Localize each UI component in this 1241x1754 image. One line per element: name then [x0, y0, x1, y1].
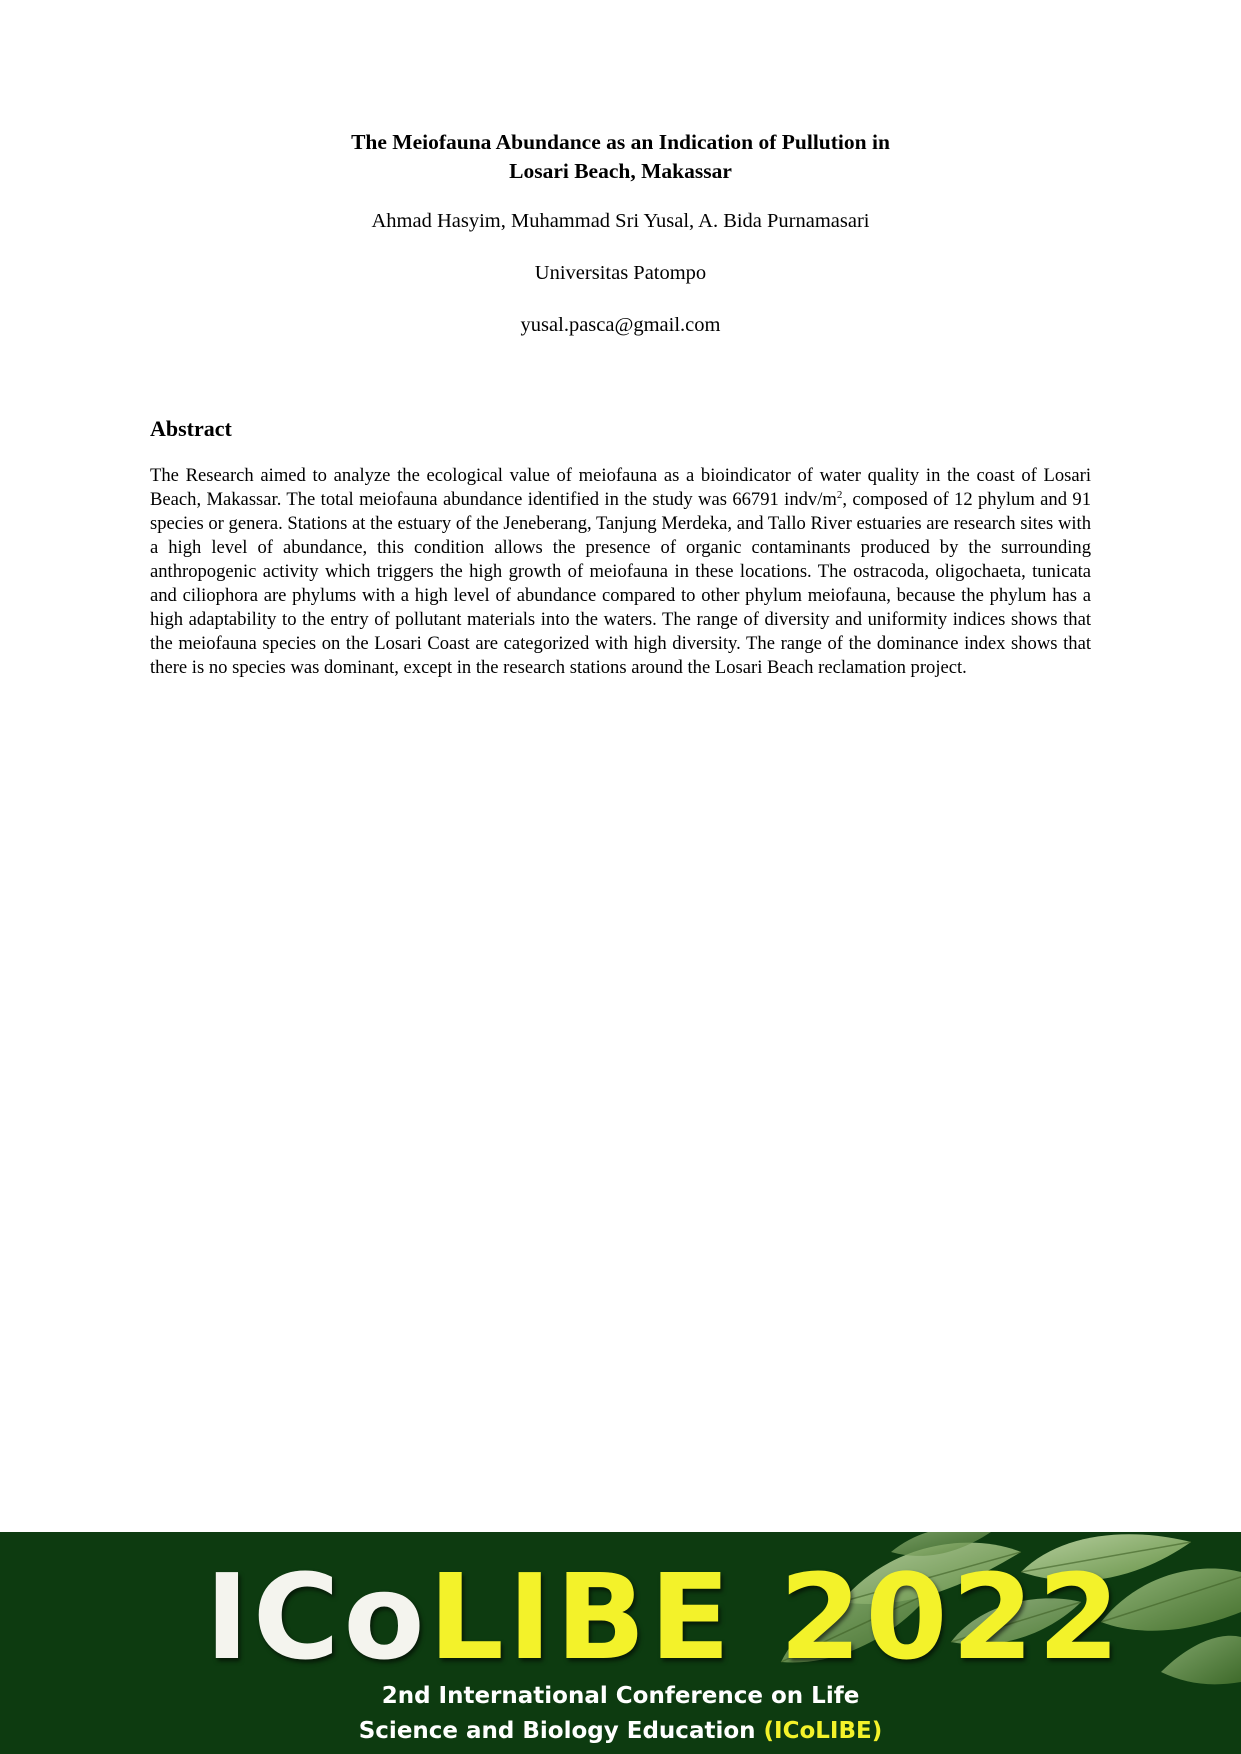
abstract-heading: Abstract [150, 416, 232, 441]
paper-title-line-1: The Meiofauna Abundance as an Indication of Pullution in [351, 130, 890, 154]
conference-logo [205, 1548, 1124, 1686]
paper-affiliation: Universitas Patompo [534, 262, 707, 284]
paper-title-line-2: Losari Beach, Makassar [509, 159, 732, 183]
logo-white-part: ICo [205, 1548, 429, 1686]
paper-header [0, 128, 1241, 338]
logo-yellow-part: LIBE 2022 [428, 1548, 1124, 1686]
abstract-text-part-2: , composed of 12 phylum and 91 species or genera. Stations at the estuary of the Jeneberang, Tanjung Merdeka, and Tallo River estuaries are research sites with a high level of abundance, this condition allows the presence of organic contaminants produced by the surrounding anthropogenic activity which triggers the high growth of meiofauna in these locations. The ostracoda, oligochaeta, tunicata and ciliophora are phylums with a high level of abundance compared to other phylum meiofauna, because the phylum has a high adaptability to the entry of pollutant materials into the waters. The range of diversity and uniformity indices shows that the meiofauna species on the Losari Coast are categorized with high diversity. The range of the dominance index shows that there is no species was dominant, except in the research stations around the Losari Beach reclamation project. [150, 489, 1091, 678]
paper-email: yusal.pasca@gmail.com [520, 314, 721, 336]
conference-banner [0, 1532, 1241, 1754]
banner-subtitle-accent: (ICoLIBE) [763, 1718, 883, 1744]
abstract-text-part-1: The Research aimed to analyze the ecological value of meiofauna as a bioindicator of water quality in the coast of Losari Beach, Makassar. The total meiofauna abundance identified in the study was 66791 indv/m [150, 465, 1091, 510]
banner-subtitle-line-1: 2nd International Conference on Life [381, 1683, 860, 1709]
abstract-body [150, 464, 1091, 680]
banner-subtitle-line-2 [0, 1715, 1241, 1747]
abstract-superscript: 2 [836, 488, 843, 501]
paper-authors: Ahmad Hasyim, Muhammad Sri Yusal, A. Bida Purnamasari [371, 210, 870, 232]
banner-subtitle-prefix: Science and Biology Education [358, 1718, 764, 1744]
